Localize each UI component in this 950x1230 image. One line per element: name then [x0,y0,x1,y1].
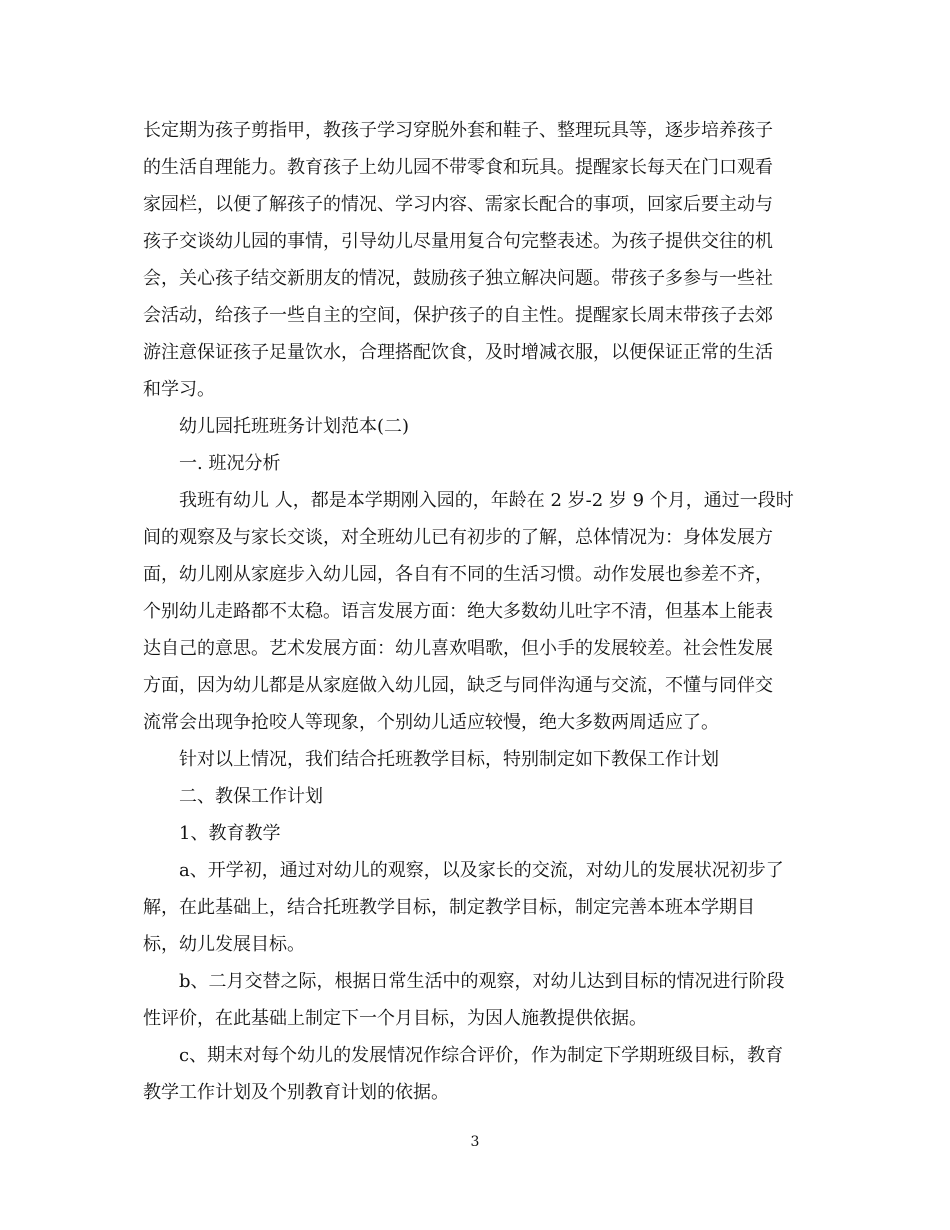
text-line: 孩子交谈幼儿园的事情，引导幼儿尽量用复合句完整表述。为孩子提供交往的机 [143,231,773,252]
text-line: 游注意保证孩子足量饮水，合理搭配饮食，及时增减衣服，以便保证正常的生活 [143,342,773,363]
text-line: 面，幼儿刚从家庭步入幼儿园，各自有不同的生活习惯。动作发展也参差不齐， [143,564,773,585]
text-line: 间的观察及与家长交谈，对全班幼儿已有初步的了解，总体情况为：身体发展方 [143,527,773,548]
text-line: 和学习。 [143,379,215,400]
text-line: b、二月交替之际，根据日常生活中的观察，对幼儿达到目标的情况进行阶段 [179,971,785,992]
text-line: 家园栏，以便了解孩子的情况、学习内容、需家长配合的事项，回家后要主动与 [143,194,773,215]
text-line: 的生活自理能力。教育孩子上幼儿园不带零食和玩具。提醒家长每天在门口观看 [143,157,773,178]
text-line: 针对以上情况，我们结合托班教学目标，特别制定如下教保工作计划 [179,749,719,770]
text-line: 流常会出现争抢咬人等现象，个别幼儿适应较慢，绝大多数两周适应了。 [143,712,719,733]
text-line: c、期末对每个幼儿的发展情况作综合评价，作为制定下学期班级目标，教育 [179,1045,784,1066]
text-line: 会，关心孩子结交新朋友的情况，鼓励孩子独立解决问题。带孩子多参与一些社 [143,268,773,289]
section-heading: 一. 班况分析 [179,453,281,474]
text-line: 解，在此基础上，结合托班教学目标，制定教学目标，制定完善本班本学期目 [143,897,755,918]
text-line: 标，幼儿发展目标。 [143,934,305,955]
text-line: 我班有幼儿 人，都是本学期刚入园的，年龄在 2 岁-2 岁 9 个月，通过一段时 [179,490,794,511]
text-line: 性评价，在此基础上制定下一个月目标，为因人施教提供依据。 [143,1008,647,1029]
text-line: 个别幼儿走路都不太稳。语言发展方面：绝大多数幼儿吐字不清，但基本上能表 [143,601,773,622]
text-line: a、开学初，通过对幼儿的观察，以及家长的交流，对幼儿的发展状况初步了 [179,860,784,881]
text-line: 长定期为孩子剪指甲，教孩子学习穿脱外套和鞋子、整理玩具等，逐步培养孩子 [143,120,773,141]
text-line: 方面，因为幼儿都是从家庭做入幼儿园，缺乏与同伴沟通与交流，不懂与同伴交 [143,675,773,696]
section-heading: 二、教保工作计划 [179,786,323,807]
page-number: 3 [470,1134,480,1150]
subsection-heading: 1、教育教学 [179,823,281,844]
text-line: 达自己的意思。艺术发展方面：幼儿喜欢唱歌，但小手的发展较差。社会性发展 [143,638,773,659]
section-title: 幼儿园托班班务计划范本(二) [179,416,410,437]
text-line: 教学工作计划及个别教育计划的依据。 [143,1082,449,1103]
text-line: 会活动，给孩子一些自主的空间，保护孩子的自主性。提醒家长周末带孩子去郊 [143,305,773,326]
